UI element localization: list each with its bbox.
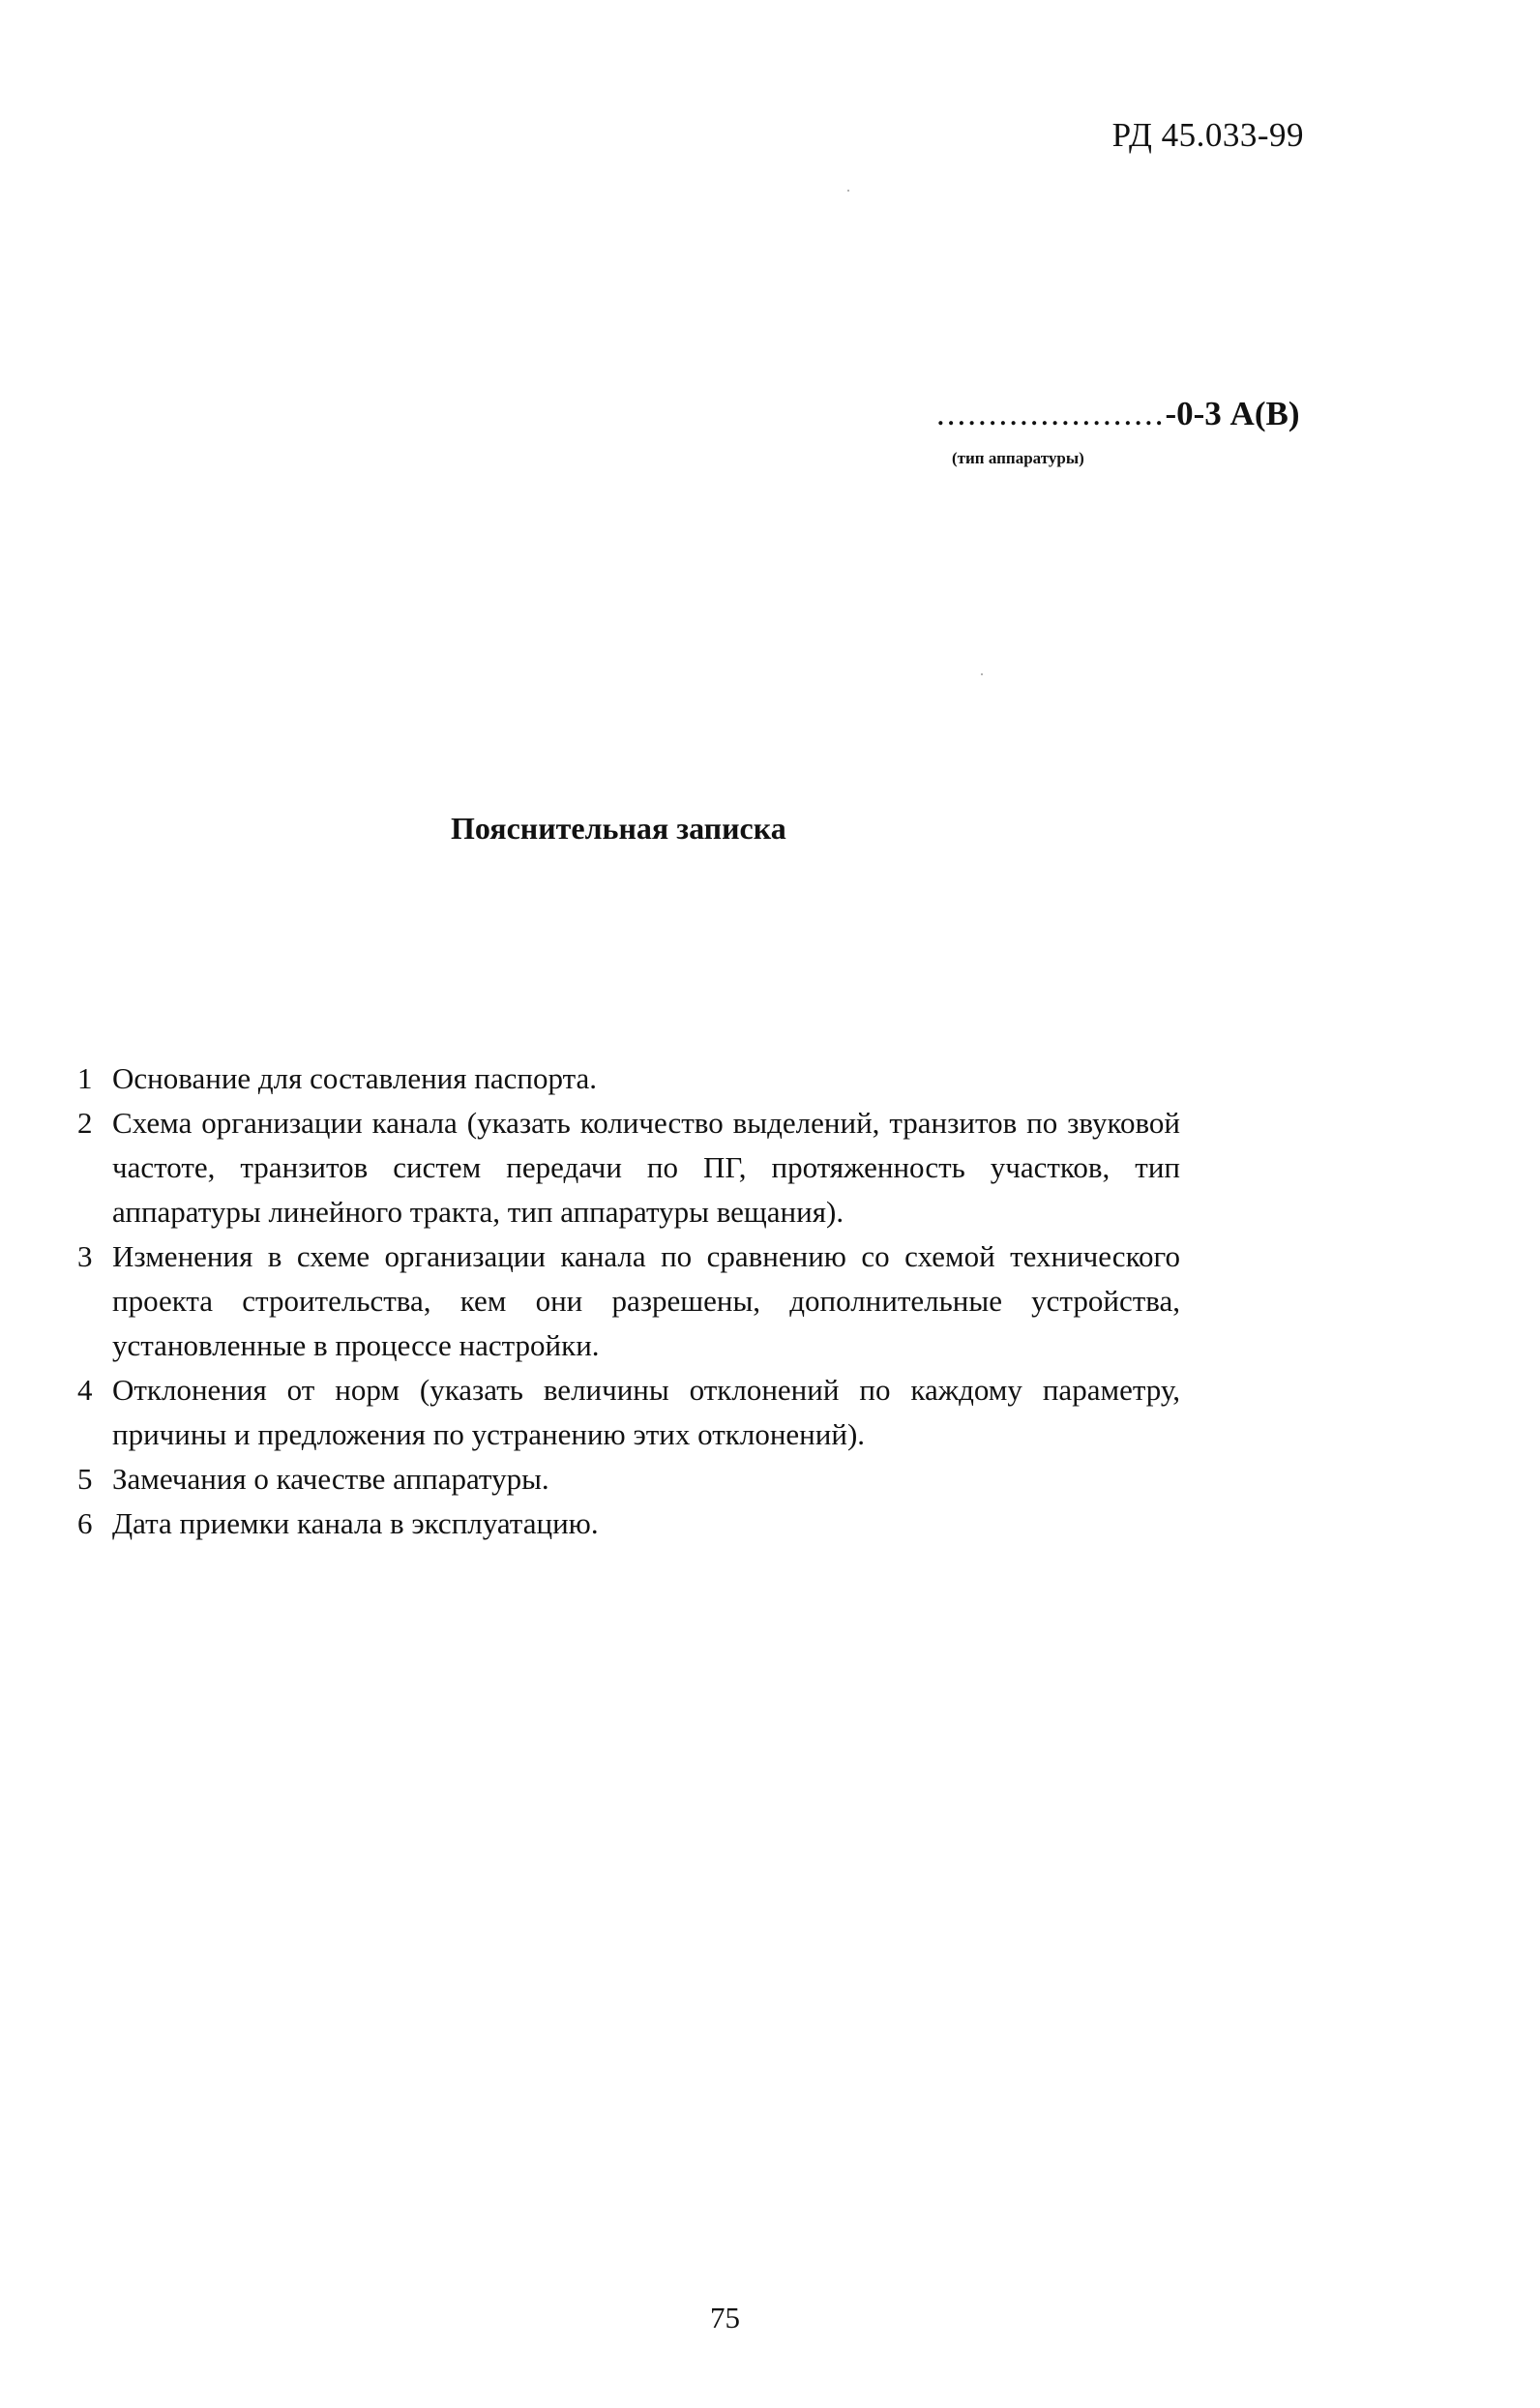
list-item <box>77 1368 1180 1457</box>
item-text: Замечания о качестве аппаратуры. <box>112 1462 549 1496</box>
list-item <box>77 1101 1180 1234</box>
equipment-type-block <box>936 395 1300 468</box>
item-text: Изменения в схеме организации канала по сравнению со схемой технического проекта строительства, кем они разрешены, дополнительные устройства, установленные в процессе настройки. <box>112 1239 1180 1362</box>
list-item <box>77 1056 1180 1101</box>
items-list <box>77 1056 1180 1546</box>
item-number: 5 <box>77 1462 93 1496</box>
equipment-suffix: -0-3 А(В) <box>1165 395 1300 432</box>
item-number: 3 <box>77 1239 93 1273</box>
equipment-caption: (тип аппаратуры) <box>952 449 1084 467</box>
scan-speck <box>981 673 983 675</box>
scan-speck <box>847 190 849 192</box>
item-number: 2 <box>77 1106 93 1140</box>
section-title: Пояснительная записка <box>451 811 786 846</box>
item-number: 1 <box>77 1061 93 1095</box>
page-number: 75 <box>710 2301 740 2334</box>
item-text: Схема организации канала (указать количество выделений, транзитов по звуковой частоте, транзитов систем передачи по ПГ, протяженность участков, тип аппаратуры линейного тракта, тип аппаратуры вещания). <box>112 1106 1180 1229</box>
item-text: Основание для составления паспорта. <box>112 1061 598 1095</box>
list-item <box>77 1501 1180 1546</box>
item-number: 6 <box>77 1506 93 1540</box>
item-number: 4 <box>77 1373 93 1407</box>
item-text: Дата приемки канала в эксплуатацию. <box>112 1506 599 1540</box>
document-code: РД 45.033-99 <box>1111 116 1304 154</box>
equipment-dots: ...................... <box>936 395 1166 432</box>
list-item <box>77 1457 1180 1501</box>
equipment-type-line <box>936 395 1300 433</box>
item-text: Отклонения от норм (указать величины отклонений по каждому параметру, причины и предложения по устранению этих отклонений). <box>112 1373 1180 1451</box>
list-item <box>77 1234 1180 1368</box>
